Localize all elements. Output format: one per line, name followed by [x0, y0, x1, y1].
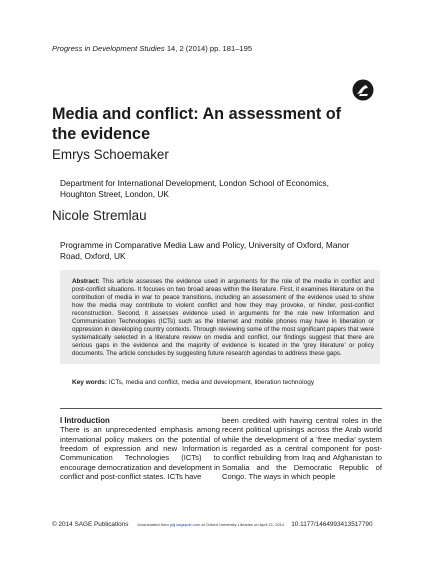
author-affiliation: Department for International Development, London School of Economics, Houghton Street, London, UK: [60, 178, 329, 199]
sage-logo-icon: [352, 79, 374, 101]
download-notice: Downloaded from pdj.sagepub.com at Oxford University Libraries on April 21, 2014: [137, 522, 285, 527]
journal-issue: 14, 2 (2014) pp. 181–195: [164, 44, 253, 53]
keywords-text: ICTs, media and conflict, media and development, liberation technology: [107, 379, 315, 386]
keywords-label: Key words:: [72, 379, 108, 386]
download-link[interactable]: pdj.sagepub.com: [169, 522, 201, 527]
author-name: Emrys Schoemaker: [52, 147, 169, 162]
page-footer: [52, 521, 392, 528]
body-column-left: [60, 416, 220, 481]
body-paragraph: been credited with having central roles in the recent political uprisings across the Arab world while the development of a ‘free media’ system is regarded as a central component for post-conflict rebuilding from Iraq and Afghanistan to Somalia and the Democratic Republic of Congo. The ways in which people: [222, 416, 382, 482]
keywords: [72, 379, 382, 387]
author-name: Nicole Stremlau: [52, 208, 147, 223]
body-column-right: [222, 416, 382, 481]
journal-citation: [52, 44, 252, 53]
doi: 10.1177/1464993413517790: [291, 521, 373, 528]
article-title: Media and conflict: An assessment of the evidence: [52, 105, 342, 143]
section-heading: I Introduction: [60, 416, 110, 425]
section-divider: [60, 408, 382, 409]
journal-name: Progress in Development Studies: [52, 44, 165, 53]
abstract-text: This article assesses the evidence used in arguments for the role of the media in conflict and post-conflict situations. It focuses on two broad areas within the literature. First, it examines literature on the contribution of media in war to peace transitions, including an assessment of the evidence used to show how the media may contribute to violent conflict and how they may provoke, or hinder, post-conflict reconstruction. Second, it assesses evidence used in arguments for the role new Information and Communication Technologies (ICTs) such as the Internet and mobile phones may have in liberation or oppression in developing country contexts. Through reviewing some of the most significant papers that were systematically selected in a literature review on media and conflict, our findings suggest that there are serious gaps in the evidence and the majority of evidence is located in the ‘grey literature’ or policy documents. The article concludes by suggesting future research agendas to address these gaps.: [72, 278, 374, 357]
author-affiliation: Programme in Comparative Media Law and Policy, University of Oxford, Manor Road, Oxford, UK: [60, 240, 350, 261]
abstract: [72, 278, 374, 358]
body-paragraph: There is an unprecedented emphasis among international policy makers on the potential of freedom of expression and new Information Communication Technologies (ICTs) to encourage democratization and development in conflict and post-conflict states. ICTs have: [60, 425, 220, 482]
abstract-label: Abstract:: [72, 278, 100, 285]
copyright: © 2014 SAGE Publications: [52, 521, 129, 528]
